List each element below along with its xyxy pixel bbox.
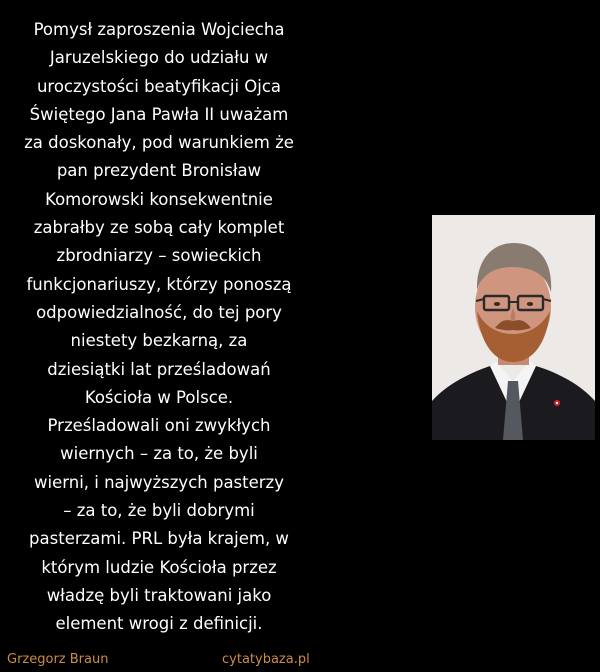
quote-line: element wrogi z definicji. (55, 614, 263, 634)
author-portrait (432, 215, 595, 440)
quote-line: pasterzami. PRL była krajem, w (29, 529, 289, 549)
quote-line: władzę byli traktowani jako (46, 585, 272, 605)
quote-line: pan prezydent Bronisław (56, 161, 262, 181)
quote-line: uroczystości beatyfikacji Ojca (36, 76, 282, 96)
quote-line: którym ludzie Kościoła przez (41, 557, 277, 577)
quote-line: zbrodniarzy – sowieckich (56, 246, 262, 266)
author-link[interactable]: Grzegorz Braun (7, 652, 109, 667)
quote-line: wierni, i najwyższych pasterzy (34, 472, 284, 492)
quote-line: Prześladowali oni zwykłych (47, 416, 271, 436)
quote-line: za doskonały, pod warunkiem że (24, 133, 294, 153)
portrait-illustration (432, 215, 595, 440)
quote-line: zabrałby ze sobą cały komplet (33, 218, 285, 238)
quote-line: – za to, że byli dobrymi (63, 501, 255, 521)
quote-line: dziesiątki lat prześladowań (47, 359, 271, 379)
quote-line: Świętego Jana Pawła II uważam (29, 104, 289, 124)
quote-line: niestety bezkarną, za (70, 331, 248, 351)
quote-line: odpowiedzialność, do tej pory (36, 302, 282, 322)
quote-line: Pomysł zaproszenia Wojciecha (33, 20, 285, 39)
quote-text (14, 16, 304, 639)
quote-line: Jaruzelskiego do udziału w (49, 48, 269, 68)
quote-line: Kościoła w Polsce. (84, 387, 234, 407)
site-link[interactable]: cytatybaza.pl (222, 652, 310, 667)
quote-block (14, 16, 304, 639)
quote-line: wiernych – za to, że byli (60, 444, 258, 464)
quote-line: funkcjonariuszy, którzy ponoszą (26, 274, 292, 294)
quote-line: Komorowski konsekwentnie (45, 189, 273, 209)
